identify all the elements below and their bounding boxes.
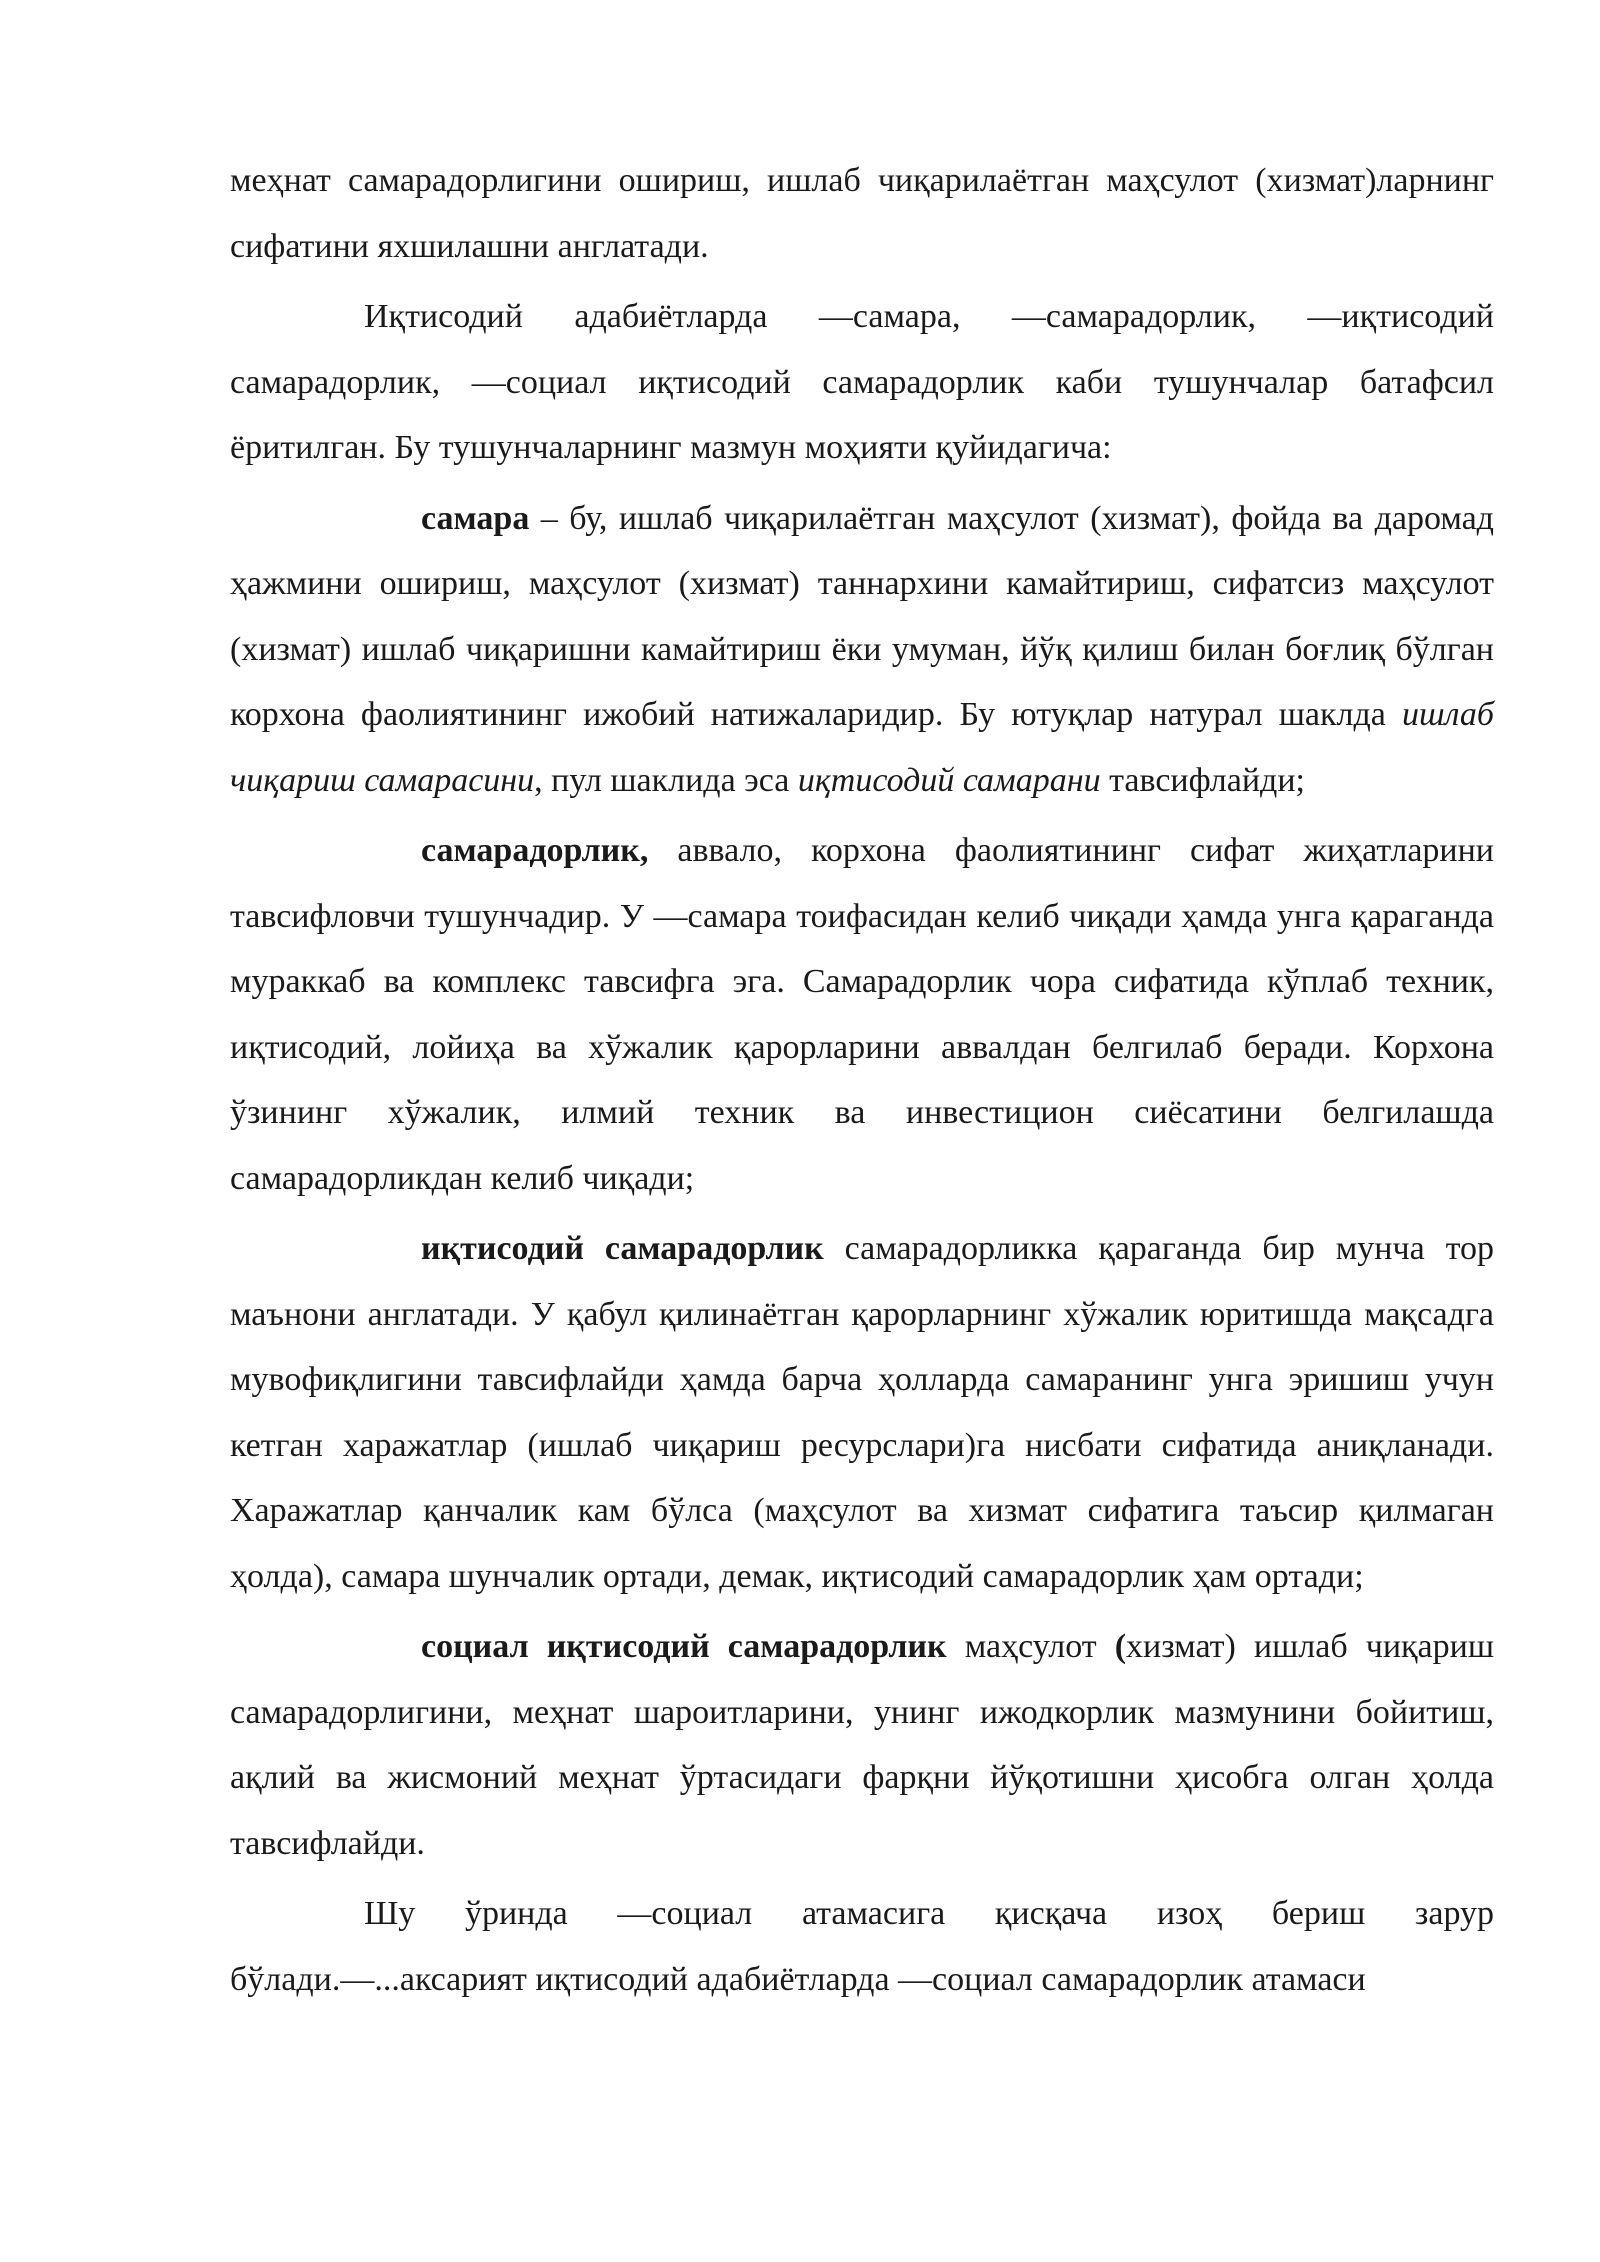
definition-text: самарадорликка қараганда бир мунча тор маънони англатади. У қабул қилинаётган қарорларнинг хўжалик юритишда мақсадга мувофиқлигини тавсифлайди ҳамда барча ҳолларда самаранинг унга эришиш учун кетган харажатлар (ишлаб чиқариш ресурслари)га нисбати сифатида аниқланади. Харажатлар қанчалик кам бўлса (маҳсулот ва хизмат сифатига таъсир қилмаган ҳолда), самара шунчалик ортади, демак, иқтисодий самарадорлик ҳам ортади; xyxy=(230,1230,1494,1595)
definition-text: маҳсулот xyxy=(946,1628,1115,1665)
bullet-item-samaradorlik xyxy=(230,818,1494,1211)
paragraph-social-term xyxy=(230,1881,1494,2012)
italic-term: ишлаб чиқариш самарасини xyxy=(230,696,1494,799)
italic-term: иқтисодий самарани xyxy=(797,761,1101,799)
paragraph-text: Шу ўринда ―социал атамасига қисқача изоҳ бериш зарур бўлади.―...аксарият иқтисодий адабиётларда ―социал самарадорлик атамаси xyxy=(230,1895,1494,1998)
definition-text: – бу, ишлаб чиқарилаётган маҳсулот (хизмат), фойда ва даромад ҳажмини ошириш, маҳсулот (хизмат) таннархини камайтириш, сифатсиз маҳсулот (хизмат) ишлаб чиқаришни камайтириш ёки умуман, йўқ қилиш билан боғлиқ бўлган корхона фаолиятининг ижобий натижаларидир. Бу ютуқлар натурал шаклда xyxy=(230,499,1494,733)
paragraph-concepts-intro xyxy=(230,284,1494,481)
term-samara: самара xyxy=(421,499,530,537)
bullet-item-iqtisodiy-samaradorlik xyxy=(230,1216,1494,1609)
term-samaradorlik: самарадорлик, xyxy=(421,832,649,869)
paragraph-text: Иқтисодий адабиётларда ―самара, ―самарадорлик, ―иқтисодий самарадорлик, ―социал иқтисодий самарадорлик каби тушунчалар батафсил ёритилган. Бу тушунчаларнинг мазмун моҳияти қуйидагича: xyxy=(230,298,1494,466)
definition-text: тавсифлайди; xyxy=(1100,761,1305,799)
term-social-samaradorlik: социал иқтисодий самарадорлик xyxy=(421,1628,947,1665)
bullet-item-social-samaradorlik xyxy=(230,1614,1494,1876)
definition-text: аввало, корхона фаолиятининг сифат жиҳатларини тавсифловчи тушунчадир. У ―самара тоифасидан келиб чиқади ҳамда унга қараганда мураккаб ва комплекс тавсифга эга. Самарадорлик чора сифатида кўплаб техник, иқтисодий, лойиҳа ва хўжалик қарорларини аввалдан белгилаб беради. Корхона ўзининг хўжалик, илмий техник ва инвестицион сиёсатини белгилашда самарадорликдан келиб чиқади; xyxy=(230,832,1494,1197)
term-iqtisodiy-samaradorlik: иқтисодий самарадорлик xyxy=(421,1230,824,1267)
paragraph-text: меҳнат самарадорлигини ошириш, ишлаб чиқарилаётган маҳсулот (хизмат)ларнинг сифатини яхшилашни англатади. xyxy=(230,162,1494,265)
document-page xyxy=(230,148,1494,2012)
bullet-item-samara xyxy=(230,486,1494,814)
definition-text: хизмат) ишлаб чиқариш самарадорлигини, меҳнат шароитларини, унинг ижодкорлик мазмунини бойитиш, ақлий ва жисмоний меҳнат ўртасидаги фарқни йўқотишни ҳисобга олган ҳолда тавсифлайди. xyxy=(230,1628,1494,1862)
definition-text: , пул шаклида эса xyxy=(534,761,798,799)
bold-parenthesis: ( xyxy=(1114,1628,1127,1665)
paragraph-intro-continuation xyxy=(230,148,1494,279)
